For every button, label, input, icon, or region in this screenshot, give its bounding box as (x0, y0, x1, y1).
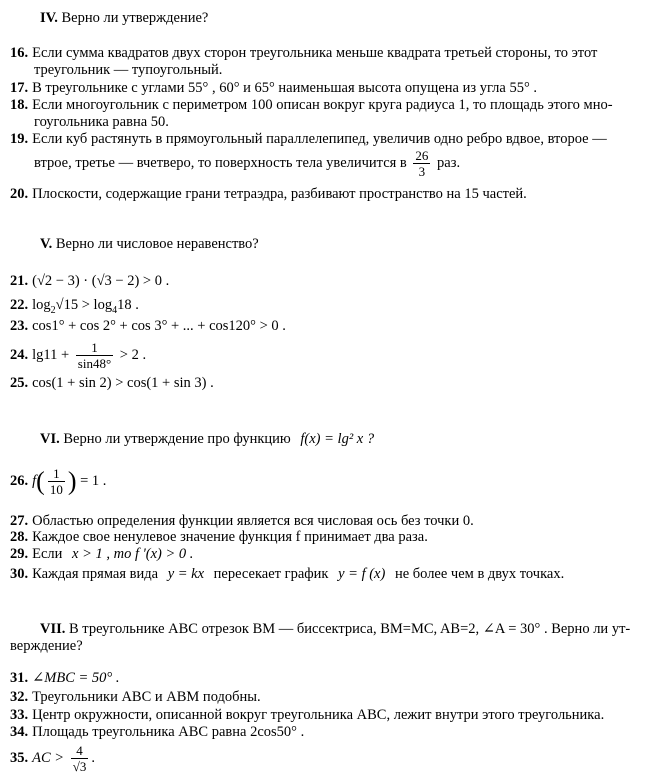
question-number: 29. (10, 546, 29, 562)
fraction-denominator: 3 (418, 164, 426, 180)
question-text: Каждое свое ненулевое значение функция f принимает два раза. (32, 529, 428, 545)
formula-part-b: > 2 . (119, 346, 147, 363)
question-34 (10, 724, 640, 741)
fraction (413, 148, 430, 179)
question-number: 20. (10, 186, 29, 202)
fraction-denominator: √3 (72, 759, 87, 774)
question-text: Если сумма квадратов двух сторон треугольника меньше квадрата третьей стороны, то этот (32, 45, 598, 61)
section-4-heading (40, 10, 208, 27)
fraction (76, 340, 113, 371)
question-text-cont: гоугольника равна 50. (34, 114, 169, 131)
question-text-end: раз. (437, 155, 461, 172)
section-7-heading (10, 621, 640, 656)
question-formula: cos(1 + sin 2) > cos(1 + sin 3) . (32, 375, 214, 391)
section-6-formula: f(x) = lg² x ? (300, 431, 375, 447)
question-text: Центр окружности, описанной вокруг треугольника ABC, лежит внутри этого треугольника. (32, 707, 605, 723)
question-26 (10, 466, 640, 497)
question-text-cont: треугольник — тупоугольный. (34, 62, 223, 79)
question-text: Областью определения функции является вся числовая ось без точки 0. (32, 513, 474, 529)
question-text: Если (32, 546, 63, 562)
question-text: Если куб растянуть в прямоугольный параллелепипед, увеличив одно ребро вдвое, второе — (32, 131, 607, 147)
formula-part-a: AC > (32, 749, 65, 766)
question-number: 23. (10, 318, 29, 334)
formula-part-a: lg11 + (32, 346, 70, 363)
question-number: 30. (10, 566, 29, 582)
question-formula: ∠MBC = 50° . (32, 670, 120, 686)
question-number: 32. (10, 689, 29, 705)
question-number: 22. (10, 297, 29, 313)
fraction-denominator: sin48° (77, 356, 112, 371)
question-33 (10, 707, 640, 724)
formula-part-b: √15 > log (55, 297, 113, 313)
formula-part-a: log (32, 297, 51, 313)
question-number: 18. (10, 97, 29, 113)
question-25 (10, 375, 640, 392)
question-24 (10, 340, 640, 371)
question-21 (10, 273, 640, 290)
section-7-title-cont: верждение? (10, 638, 83, 655)
question-number: 35. (10, 749, 29, 766)
question-text: Плоскости, содержащие грани тетраэдра, разбивают пространство на 15 частей. (32, 186, 527, 202)
question-27 (10, 513, 640, 530)
question-20 (10, 186, 640, 203)
section-6-title: Верно ли утверждение про функцию (63, 431, 291, 447)
fraction-numerator: 4 (71, 743, 89, 759)
log-base-a: 2 (50, 304, 56, 316)
fraction-numerator: 26 (415, 148, 429, 164)
question-number: 24. (10, 346, 29, 363)
question-29 (10, 546, 640, 563)
formula-tail: = 1 . (80, 472, 107, 489)
fraction-numerator: 1 (48, 466, 65, 482)
formula-line: y = kx (167, 566, 205, 582)
question-text: Каждая прямая вида (32, 566, 159, 582)
question-18 (10, 97, 640, 132)
question-32 (10, 689, 640, 706)
formula-tail: . (91, 749, 95, 766)
formula-part-c: 18 . (117, 297, 139, 313)
question-number: 34. (10, 724, 29, 740)
formula-graph: y = f (x) (338, 566, 386, 582)
fraction-numerator: 1 (76, 340, 113, 356)
question-text: В треугольнике с углами 55° , 60° и 65° наименьшая высота опущена из угла 55° . (32, 80, 538, 96)
question-text-mid: пересекает график (213, 566, 329, 582)
section-4-roman: IV. (40, 10, 58, 26)
function-symbol: f (32, 472, 37, 489)
question-number: 19. (10, 131, 29, 147)
question-text: Треугольники ABC и ABM подобны. (32, 689, 261, 705)
question-number: 33. (10, 707, 29, 723)
question-17 (10, 80, 640, 97)
section-7-title: В треугольнике ABC отрезок BM — биссектриса, BM=MC, AB=2, ∠A = 30° . Верно ли ут- (69, 621, 631, 637)
section-5-roman: V. (40, 236, 53, 252)
fraction (71, 743, 89, 774)
question-formula: x > 1 , то f '(x) > 0 . (72, 546, 194, 562)
question-number: 16. (10, 45, 29, 61)
question-formula: (√2 − 3) · (√3 − 2) > 0 . (32, 273, 170, 289)
section-4-title: Верно ли утверждение? (61, 10, 209, 26)
question-number: 17. (10, 80, 29, 96)
question-text-end: не более чем в двух точках. (394, 566, 565, 582)
question-number: 28. (10, 529, 29, 545)
question-number: 27. (10, 513, 29, 529)
question-23 (10, 318, 640, 335)
question-number: 26. (10, 472, 29, 489)
question-text: Если многоугольник с периметром 100 описан вокруг круга радиуса 1, то площадь этого мно- (32, 97, 613, 113)
question-16 (10, 45, 640, 80)
question-formula: cos1° + cos 2° + cos 3° + ... + cos120° > 0 . (32, 318, 286, 334)
section-6-heading (40, 431, 374, 448)
question-31 (10, 670, 640, 687)
log-base-b: 4 (112, 304, 118, 316)
question-text: Площадь треугольника ABC равна 2cos50° . (32, 724, 305, 740)
question-number: 25. (10, 375, 29, 391)
question-number: 21. (10, 273, 29, 289)
fraction (48, 466, 65, 497)
question-text-cont: втрое, третье — вчетверо, то поверхность тела увеличится в (34, 155, 407, 172)
question-28 (10, 529, 640, 546)
question-19 (10, 131, 640, 179)
question-number: 31. (10, 670, 29, 686)
question-35 (10, 743, 640, 774)
section-7-roman: VII. (40, 621, 66, 637)
question-30 (10, 566, 640, 583)
fraction-denominator: 10 (49, 482, 63, 497)
section-5-heading (40, 236, 259, 253)
right-paren-icon: ) (67, 466, 77, 496)
left-paren-icon: ( (36, 466, 45, 496)
section-5-title: Верно ли числовое неравенство? (55, 236, 259, 252)
question-22 (10, 297, 640, 317)
section-6-roman: VI. (40, 431, 60, 447)
